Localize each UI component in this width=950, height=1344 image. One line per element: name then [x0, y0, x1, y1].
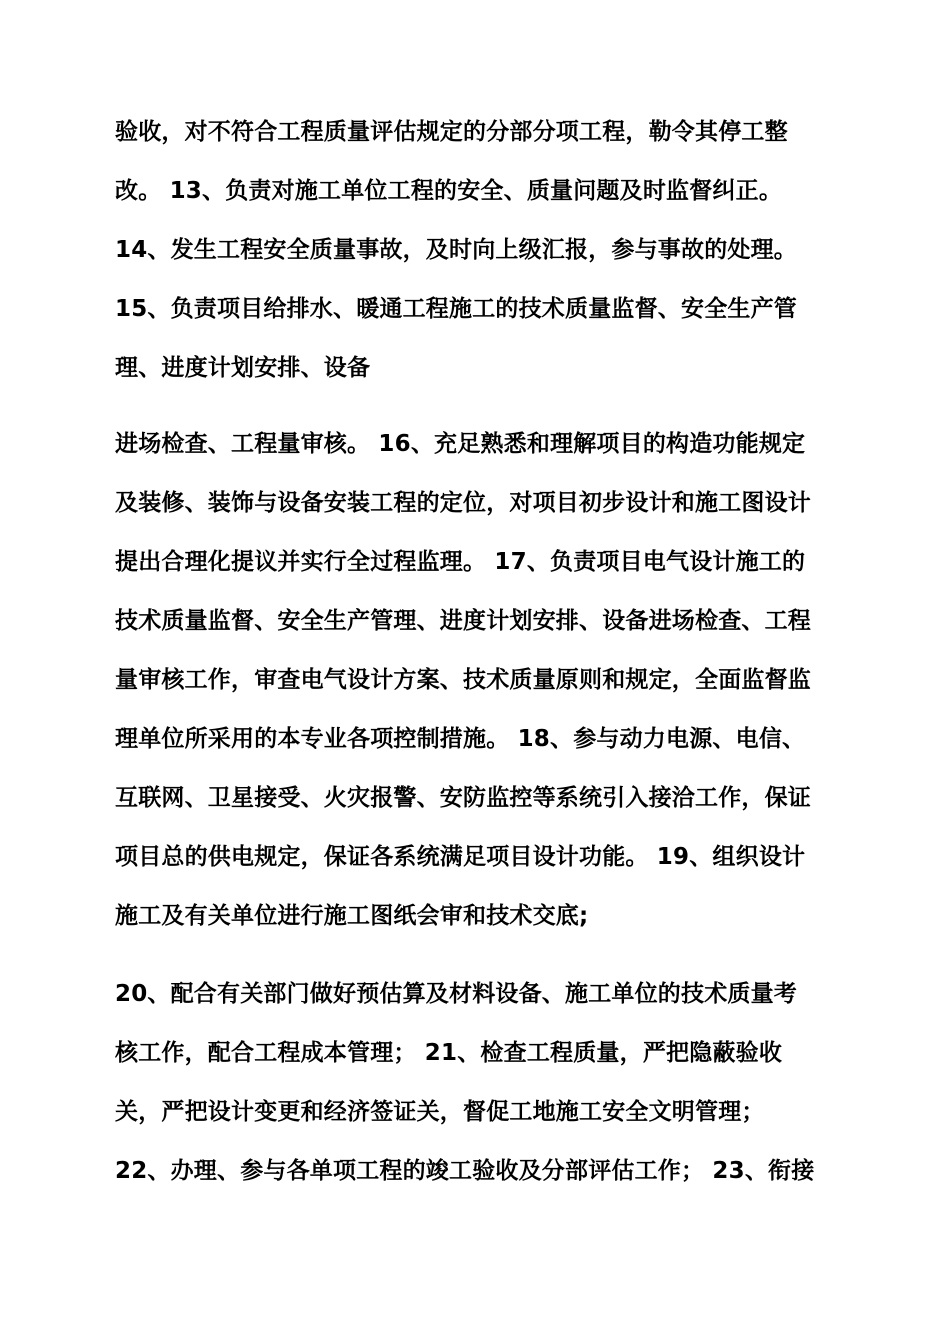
text-line: 进场检查、工程量审核。 16、充足熟悉和理解项目的构造功能规定	[115, 431, 806, 457]
text-line: 项目总的供电规定，保证各系统满足项目设计功能。 19、组织设计	[115, 844, 806, 870]
text-line: 22、办理、参与各单项工程的竣工验收及分部评估工作； 23、衔接	[115, 1158, 815, 1184]
text-line: 改。 13、负责对施工单位工程的安全、质量问题及时监督纠正。	[115, 178, 783, 204]
text-line: 提出合理化提议并实行全过程监理。 17、负责项目电气设计施工的	[115, 549, 806, 575]
text-line: 验收，对不符合工程质量评估规定的分部分项工程，勒令其停工整	[115, 119, 788, 145]
text-line: 量审核工作，审查电气设计方案、技术质量原则和规定，全面监督监	[115, 667, 811, 693]
text-line: 14、发生工程安全质量事故，及时向上级汇报，参与事故的处理。	[115, 237, 798, 263]
text-line: 施工及有关单位进行施工图纸会审和技术交底;	[115, 903, 589, 929]
text-line: 技术质量监督、安全生产管理、进度计划安排、设备进场检查、工程	[115, 608, 811, 634]
text-line: 理、进度计划安排、设备	[115, 355, 371, 381]
text-line: 15、负责项目给排水、暖通工程施工的技术质量监督、安全生产管	[115, 296, 798, 322]
text-line: 及装修、装饰与设备安装工程的定位，对项目初步设计和施工图设计	[115, 490, 811, 516]
text-line: 核工作，配合工程成本管理； 21、检查工程质量，严把隐蔽验收	[115, 1040, 783, 1066]
text-line: 20、配合有关部门做好预估算及材料设备、施工单位的技术质量考	[115, 981, 798, 1007]
text-line: 关，严把设计变更和经济签证关，督促工地施工安全文明管理；	[115, 1099, 765, 1125]
text-line: 互联网、卫星接受、火灾报警、安防监控等系统引入接洽工作，保证	[115, 785, 811, 811]
text-line: 理单位所采用的本专业各项控制措施。 18、参与动力电源、电信、	[115, 726, 806, 752]
